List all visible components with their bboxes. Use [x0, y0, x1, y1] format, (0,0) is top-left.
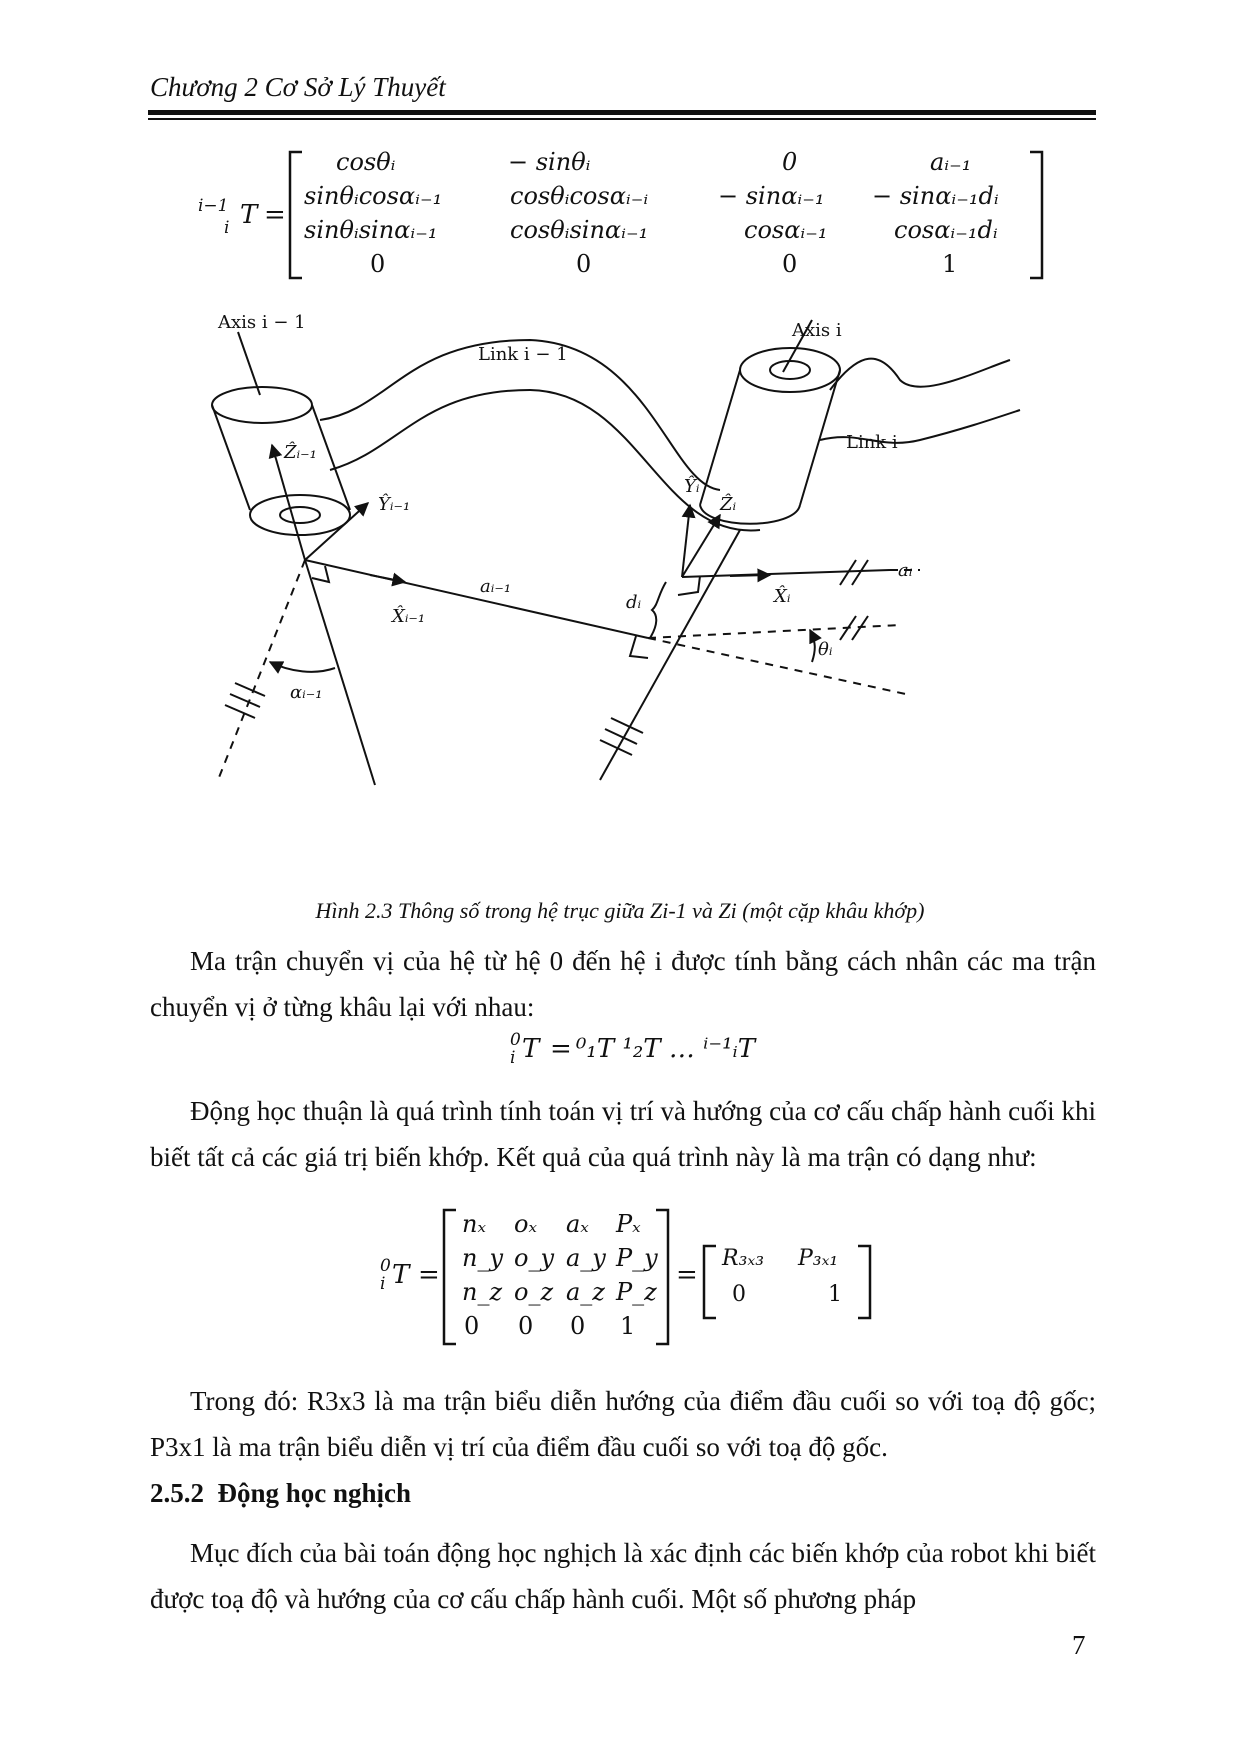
m2-cell-3-1: 0 — [518, 1312, 534, 1340]
figure-caption: Hình 2.3 Thông số trong hệ trục giữa Zi-1 và Zi (một cặp khâu khớp) — [315, 898, 925, 923]
m1-cell-3-2: 0 — [782, 250, 798, 278]
m1-cell-3-0: 0 — [370, 250, 386, 278]
m1-cell-1-2: − sinαᵢ₋₁ — [718, 182, 825, 210]
section-title: Động học nghịch — [217, 1478, 412, 1508]
running-header: Chương 2 Cơ Sở Lý Thuyết — [150, 72, 446, 102]
cylinder-i-side-left — [700, 370, 740, 505]
m1-cell-0-1: − sinθᵢ — [508, 148, 591, 176]
paragraph-3: Trong đó: R3x3 là ma trận biểu diễn hướng của điểm đầu cuối so với toạ độ gốc; P3x1 là ma trận biểu diễn vị trí của điểm đầu cuối so với toạ độ gốc. — [150, 1386, 1096, 1462]
block-cell-0-1: P₃ₓ₁ — [798, 1246, 839, 1271]
matrix1-lhs-sub: i — [224, 218, 230, 238]
m1-cell-1-0: sinθᵢcosαᵢ₋₁ — [304, 182, 443, 210]
block-cell-1-1: 1 — [828, 1282, 842, 1307]
label-d-i: dᵢ — [626, 592, 642, 613]
m1-cell-2-3: cosαᵢ₋₁dᵢ — [894, 216, 998, 244]
cylinder-prev-hole — [280, 507, 320, 523]
header-rule-thick — [148, 110, 1096, 115]
eq2-equals: = — [550, 1034, 572, 1064]
eq2-lhs-t: T — [522, 1034, 540, 1064]
m1-cell-3-1: 0 — [576, 250, 592, 278]
cylinder-i-hole — [770, 361, 810, 379]
cylinder-i-bottom — [700, 505, 800, 524]
m2-cell-0-3: Pₓ — [616, 1210, 641, 1238]
m2-cell-3-3: 1 — [620, 1312, 636, 1340]
x-prev-axis-arrow — [370, 575, 405, 582]
link-i-top-edge — [830, 359, 1010, 390]
alpha-arc — [270, 662, 335, 672]
m1-cell-0-0: cosθᵢ — [336, 148, 396, 176]
m1-cell-0-3: aᵢ₋₁ — [930, 148, 972, 176]
label-theta-i: θᵢ — [818, 639, 833, 660]
m2-cell-0-2: aₓ — [566, 1210, 589, 1238]
m2-cell-0-0: nₓ — [462, 1210, 486, 1238]
block-matrix-body — [718, 1246, 854, 1318]
m1-cell-2-2: cosαᵢ₋₁ — [744, 216, 828, 244]
dh-parameter-figure — [200, 310, 1060, 880]
y-prev-arrow — [305, 503, 368, 560]
theta-arc — [810, 630, 815, 662]
label-a-prev: aᵢ₋₁ — [480, 576, 512, 597]
m2-equals-1: = — [418, 1260, 440, 1290]
label-x-i: X̂ᵢ — [774, 586, 791, 607]
label-x-prev: X̂ᵢ₋₁ — [392, 606, 426, 627]
m2-cell-3-0: 0 — [464, 1312, 480, 1340]
right-angle-prev — [312, 566, 329, 582]
label-y-i: Ŷᵢ — [684, 476, 700, 497]
paragraph-2: Động học thuận là quá trình tính toán vị trí và hướng của cơ cấu chấp hành cuối khi biết tất cả các giá trị biến khớp. Kết quả của quá trình này là ma trận có dạng như: — [150, 1096, 1096, 1172]
m2-cell-0-1: oₓ — [514, 1210, 537, 1238]
x-i-arrow — [730, 575, 770, 576]
right-angle-i — [678, 576, 700, 595]
m1-cell-2-0: sinθᵢsinαᵢ₋₁ — [304, 216, 438, 244]
label-alpha-prev: αᵢ₋₁ — [290, 682, 323, 703]
m2-cell-1-3: P_y — [616, 1244, 658, 1272]
axis-prev-ticks — [225, 683, 265, 718]
cylinder-i-top — [740, 348, 840, 392]
block-left-bracket — [700, 1244, 720, 1320]
theta-rotated-dashed — [648, 638, 910, 695]
x-prev-axis — [305, 560, 648, 638]
paragraph-1: Ma trận chuyển vị của hệ từ hệ 0 đến hệ i được tính bằng cách nhân các ma trận chuyển vị ở từng khâu lại với nhau: — [150, 946, 1096, 1022]
equation-2 — [510, 1030, 770, 1070]
axis-i-ticks — [600, 718, 643, 755]
m2-cell-2-1: o_z — [514, 1278, 554, 1306]
m1-cell-1-1: cosθᵢcosαᵢ₋ᵢ — [510, 182, 649, 210]
label-z-prev: Ẑᵢ₋₁ — [284, 442, 317, 463]
axis-prev-line-upper — [238, 332, 260, 395]
m2-cell-1-1: o_y — [514, 1244, 555, 1272]
eq2-rhs: ⁰₁T ¹₂T … ⁱ⁻¹ᵢT — [576, 1034, 756, 1064]
label-link-i: Link i — [846, 432, 898, 453]
m2-equals-2: = — [676, 1260, 698, 1290]
m2-cell-2-3: P_z — [616, 1278, 657, 1306]
section-number: 2.5.2 — [150, 1478, 204, 1508]
paragraph-4: Mục đích của bài toán động học nghịch là xác định các biến khớp của robot khi biết được toạ độ và hướng của cơ cấu chấp hành cuối. Một số phương pháp — [150, 1538, 1096, 1614]
matrix2-left-bracket — [440, 1208, 460, 1346]
label-axis-prev: Axis i − 1 — [218, 312, 306, 333]
matrix2-right-bracket — [652, 1208, 672, 1346]
cylinder-prev-side-left — [212, 405, 250, 510]
m2-cell-1-0: n_y — [462, 1244, 504, 1272]
page-number: 7 — [1072, 1630, 1086, 1660]
axis-i-lower-line — [600, 530, 740, 780]
label-axis-i: Axis i — [792, 320, 842, 341]
matrix1-equals: = — [264, 200, 286, 230]
m2-cell-2-0: n_z — [462, 1278, 503, 1306]
label-y-prev: Ŷᵢ₋₁ — [378, 494, 411, 515]
m2-lhs-t: T — [392, 1260, 410, 1290]
matrix2-body — [458, 1210, 658, 1346]
block-cell-0-0: R₃ₓ₃ — [722, 1246, 765, 1271]
label-z-i: Ẑᵢ — [720, 494, 737, 515]
block-cell-1-0: 0 — [732, 1282, 746, 1307]
m1-cell-0-2: 0 — [782, 148, 798, 176]
cylinder-prev-bottom — [250, 495, 350, 535]
m2-cell-3-2: 0 — [570, 1312, 586, 1340]
m1-cell-2-1: cosθᵢsinαᵢ₋₁ — [510, 216, 649, 244]
cylinder-prev-top — [212, 387, 312, 423]
label-link-prev: Link i − 1 — [478, 344, 568, 365]
matrix1-lhs-sup: i−1 — [198, 196, 229, 216]
m1-cell-3-3: 1 — [942, 250, 958, 278]
m2-lhs-sub: i — [380, 1274, 386, 1294]
right-angle-foot — [630, 636, 648, 658]
matrix1-right-bracket — [1026, 150, 1046, 280]
header-rule-thin — [148, 118, 1096, 120]
matrix1-body — [300, 148, 1026, 280]
m2-cell-1-2: a_y — [566, 1244, 606, 1272]
block-right-bracket — [854, 1244, 874, 1320]
d-i-brace — [650, 582, 666, 638]
matrix1-lhs-t: T — [240, 200, 258, 230]
section-heading — [150, 1478, 411, 1509]
m1-cell-1-3: − sinαᵢ₋₁dᵢ — [872, 182, 999, 210]
matrix2-lhs — [380, 1256, 440, 1296]
m2-lhs-sup: 0 — [380, 1256, 391, 1276]
label-a-i: aᵢ — [898, 560, 913, 581]
cylinder-prev-side-right — [312, 405, 350, 510]
eq2-lhs-sub: i — [510, 1048, 516, 1068]
eq2-lhs-sup: 0 — [510, 1030, 521, 1050]
m2-cell-2-2: a_z — [566, 1278, 605, 1306]
